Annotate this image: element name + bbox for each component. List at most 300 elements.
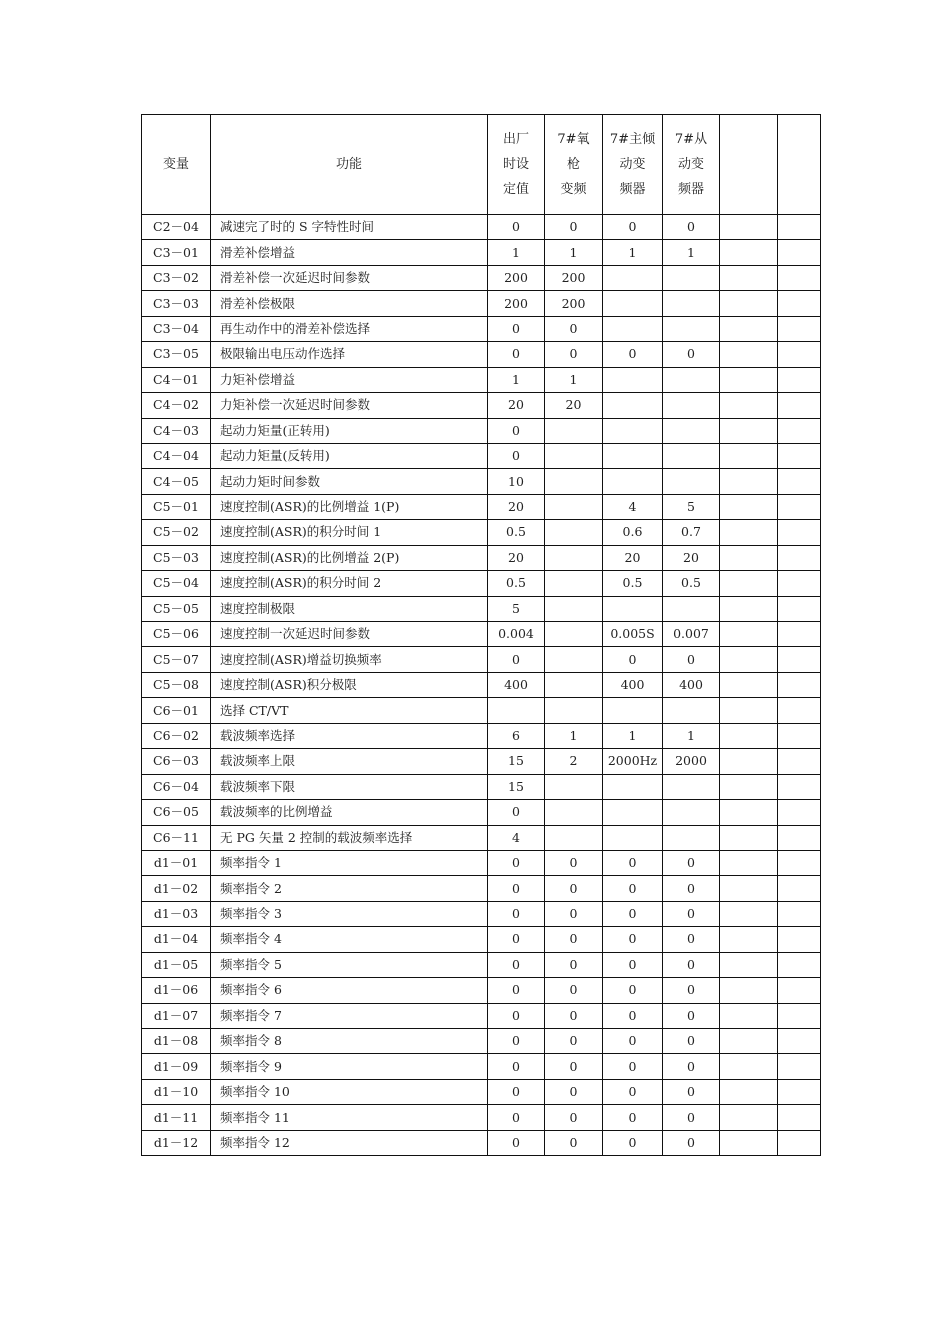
cell-extra-2	[778, 494, 821, 519]
cell-extra-2	[778, 215, 821, 240]
header-line: 出厂	[502, 132, 529, 147]
cell-oxygen-lance: 0	[545, 215, 603, 240]
cell-extra-1	[720, 240, 778, 265]
cell-slave-tilt: 0	[663, 901, 720, 926]
cell-extra-2	[778, 367, 821, 392]
cell-main-tilt: 0	[603, 647, 663, 672]
table-row	[142, 647, 821, 672]
table-row	[142, 876, 821, 901]
cell-factory-default: 0	[488, 901, 545, 926]
cell-function: 滑差补偿极限	[211, 291, 488, 316]
cell-extra-1	[720, 291, 778, 316]
cell-factory-default: 1	[488, 367, 545, 392]
cell-extra-1	[720, 215, 778, 240]
cell-slave-tilt	[663, 800, 720, 825]
cell-function: 频率指令 2	[211, 876, 488, 901]
header-line: 7#从	[674, 132, 708, 147]
cell-function: 速度控制极限	[211, 596, 488, 621]
cell-function: 速度控制(ASR)增益切换频率	[211, 647, 488, 672]
cell-extra-2	[778, 850, 821, 875]
header-extra-1	[720, 115, 778, 215]
cell-variable: d1－03	[142, 901, 211, 926]
cell-oxygen-lance: 0	[545, 1029, 603, 1054]
cell-extra-1	[720, 520, 778, 545]
table-row	[142, 1105, 821, 1130]
cell-function: 速度控制(ASR)的积分时间 2	[211, 571, 488, 596]
header-line: 动变	[619, 157, 646, 172]
cell-slave-tilt: 0	[663, 927, 720, 952]
header-slave-tilt-inverter	[663, 115, 720, 215]
cell-main-tilt: 0	[603, 215, 663, 240]
cell-function: 频率指令 12	[211, 1130, 488, 1155]
cell-function: 力矩补偿一次延迟时间参数	[211, 393, 488, 418]
cell-variable: d1－09	[142, 1054, 211, 1079]
cell-slave-tilt: 0	[663, 876, 720, 901]
cell-extra-2	[778, 647, 821, 672]
cell-extra-2	[778, 1003, 821, 1028]
cell-factory-default: 0	[488, 978, 545, 1003]
cell-slave-tilt: 0	[663, 1079, 720, 1104]
cell-function: 再生动作中的滑差补偿选择	[211, 316, 488, 341]
cell-extra-2	[778, 571, 821, 596]
cell-extra-1	[720, 1105, 778, 1130]
table-row	[142, 622, 821, 647]
cell-variable: C4－02	[142, 393, 211, 418]
cell-extra-1	[720, 927, 778, 952]
cell-extra-2	[778, 901, 821, 926]
cell-oxygen-lance: 20	[545, 393, 603, 418]
cell-factory-default: 0.5	[488, 571, 545, 596]
cell-extra-2	[778, 393, 821, 418]
cell-slave-tilt: 0	[663, 978, 720, 1003]
cell-factory-default: 1	[488, 240, 545, 265]
cell-variable: C5－08	[142, 672, 211, 697]
cell-factory-default: 0.5	[488, 520, 545, 545]
cell-main-tilt	[603, 774, 663, 799]
cell-main-tilt	[603, 393, 663, 418]
cell-function: 载波频率的比例增益	[211, 800, 488, 825]
header-function: 功能	[211, 115, 488, 215]
cell-extra-2	[778, 800, 821, 825]
cell-slave-tilt: 0	[663, 342, 720, 367]
table-row	[142, 418, 821, 443]
cell-extra-2	[778, 291, 821, 316]
header-main-tilt-inverter	[603, 115, 663, 215]
cell-factory-default: 0	[488, 1003, 545, 1028]
cell-slave-tilt: 0	[663, 215, 720, 240]
table-row	[142, 1054, 821, 1079]
cell-extra-1	[720, 1079, 778, 1104]
cell-function: 起动力矩量(反转用)	[211, 443, 488, 468]
cell-main-tilt	[603, 265, 663, 290]
cell-slave-tilt	[663, 316, 720, 341]
cell-oxygen-lance: 0	[545, 927, 603, 952]
cell-extra-2	[778, 316, 821, 341]
cell-extra-1	[720, 367, 778, 392]
cell-main-tilt	[603, 443, 663, 468]
cell-slave-tilt	[663, 698, 720, 723]
cell-oxygen-lance: 1	[545, 367, 603, 392]
cell-variable: C6－05	[142, 800, 211, 825]
header-oxygen-lance-inverter	[545, 115, 603, 215]
cell-extra-1	[720, 800, 778, 825]
cell-variable: C3－05	[142, 342, 211, 367]
table-row	[142, 1130, 821, 1155]
table-row	[142, 1079, 821, 1104]
cell-main-tilt: 0	[603, 901, 663, 926]
cell-oxygen-lance	[545, 520, 603, 545]
cell-extra-2	[778, 1130, 821, 1155]
table-row	[142, 850, 821, 875]
cell-variable: C6－11	[142, 825, 211, 850]
cell-variable: C6－04	[142, 774, 211, 799]
cell-function: 无 PG 矢量 2 控制的载波频率选择	[211, 825, 488, 850]
cell-oxygen-lance: 0	[545, 876, 603, 901]
cell-function: 载波频率选择	[211, 723, 488, 748]
cell-extra-1	[720, 901, 778, 926]
cell-main-tilt: 0	[603, 927, 663, 952]
table-row	[142, 774, 821, 799]
cell-extra-1	[720, 265, 778, 290]
cell-function: 起动力矩量(正转用)	[211, 418, 488, 443]
cell-variable: d1－05	[142, 952, 211, 977]
cell-factory-default	[488, 698, 545, 723]
table-row	[142, 265, 821, 290]
cell-factory-default: 0	[488, 1130, 545, 1155]
cell-variable: C4－01	[142, 367, 211, 392]
cell-factory-default: 400	[488, 672, 545, 697]
cell-variable: C6－03	[142, 749, 211, 774]
cell-oxygen-lance: 0	[545, 978, 603, 1003]
cell-oxygen-lance: 0	[545, 1130, 603, 1155]
cell-slave-tilt: 0	[663, 952, 720, 977]
cell-factory-default: 0	[488, 1054, 545, 1079]
cell-function: 频率指令 1	[211, 850, 488, 875]
cell-oxygen-lance: 0	[545, 1003, 603, 1028]
cell-function: 力矩补偿增益	[211, 367, 488, 392]
cell-extra-1	[720, 774, 778, 799]
cell-extra-1	[720, 494, 778, 519]
cell-slave-tilt: 0.5	[663, 571, 720, 596]
cell-variable: C6－02	[142, 723, 211, 748]
cell-extra-2	[778, 1105, 821, 1130]
cell-main-tilt: 0	[603, 1054, 663, 1079]
cell-variable: C5－07	[142, 647, 211, 672]
cell-extra-1	[720, 850, 778, 875]
cell-variable: C3－02	[142, 265, 211, 290]
cell-extra-1	[720, 672, 778, 697]
cell-slave-tilt	[663, 774, 720, 799]
cell-extra-1	[720, 443, 778, 468]
cell-extra-2	[778, 520, 821, 545]
cell-extra-2	[778, 469, 821, 494]
cell-extra-1	[720, 978, 778, 1003]
cell-oxygen-lance: 0	[545, 850, 603, 875]
cell-variable: C3－03	[142, 291, 211, 316]
cell-function: 频率指令 9	[211, 1054, 488, 1079]
cell-factory-default: 0	[488, 418, 545, 443]
cell-main-tilt	[603, 291, 663, 316]
table-row	[142, 596, 821, 621]
cell-oxygen-lance: 0	[545, 1105, 603, 1130]
cell-variable: C5－01	[142, 494, 211, 519]
cell-factory-default: 6	[488, 723, 545, 748]
cell-factory-default: 0	[488, 876, 545, 901]
table-row	[142, 1029, 821, 1054]
cell-variable: C5－05	[142, 596, 211, 621]
cell-oxygen-lance: 0	[545, 952, 603, 977]
cell-main-tilt	[603, 367, 663, 392]
cell-extra-2	[778, 1029, 821, 1054]
cell-factory-default: 15	[488, 749, 545, 774]
cell-function: 速度控制(ASR)积分极限	[211, 672, 488, 697]
cell-main-tilt: 0	[603, 1029, 663, 1054]
header-line: 频器	[677, 182, 704, 197]
cell-main-tilt: 0	[603, 1079, 663, 1104]
table-row	[142, 825, 821, 850]
cell-variable: C2－04	[142, 215, 211, 240]
cell-variable: C4－04	[142, 443, 211, 468]
cell-extra-2	[778, 1054, 821, 1079]
table-row	[142, 316, 821, 341]
cell-slave-tilt	[663, 265, 720, 290]
cell-variable: C5－03	[142, 545, 211, 570]
cell-factory-default: 0.004	[488, 622, 545, 647]
header-line: 枪	[566, 157, 580, 172]
cell-factory-default: 0	[488, 850, 545, 875]
cell-variable: d1－06	[142, 978, 211, 1003]
cell-main-tilt: 0	[603, 1105, 663, 1130]
cell-function: 频率指令 3	[211, 901, 488, 926]
cell-function: 频率指令 6	[211, 978, 488, 1003]
cell-extra-2	[778, 240, 821, 265]
cell-extra-1	[720, 1054, 778, 1079]
cell-function: 频率指令 10	[211, 1079, 488, 1104]
cell-extra-1	[720, 469, 778, 494]
cell-factory-default: 0	[488, 1029, 545, 1054]
cell-function: 频率指令 8	[211, 1029, 488, 1054]
cell-factory-default: 0	[488, 800, 545, 825]
cell-main-tilt: 0	[603, 850, 663, 875]
cell-main-tilt: 1	[603, 240, 663, 265]
cell-factory-default: 0	[488, 215, 545, 240]
cell-extra-1	[720, 825, 778, 850]
cell-slave-tilt: 0	[663, 1003, 720, 1028]
cell-slave-tilt: 0	[663, 1029, 720, 1054]
cell-slave-tilt	[663, 825, 720, 850]
cell-variable: C5－06	[142, 622, 211, 647]
cell-slave-tilt: 0	[663, 850, 720, 875]
cell-slave-tilt: 5	[663, 494, 720, 519]
cell-main-tilt: 0	[603, 978, 663, 1003]
cell-main-tilt: 2000Hz	[603, 749, 663, 774]
header-extra-2	[778, 115, 821, 215]
cell-main-tilt: 0	[603, 1003, 663, 1028]
cell-oxygen-lance	[545, 443, 603, 468]
cell-slave-tilt: 20	[663, 545, 720, 570]
cell-function: 选择 CT/VT	[211, 698, 488, 723]
cell-main-tilt	[603, 596, 663, 621]
cell-extra-2	[778, 622, 821, 647]
cell-main-tilt: 0.6	[603, 520, 663, 545]
cell-variable: d1－12	[142, 1130, 211, 1155]
cell-main-tilt: 4	[603, 494, 663, 519]
cell-function: 速度控制(ASR)的积分时间 1	[211, 520, 488, 545]
table-row	[142, 367, 821, 392]
cell-function: 频率指令 11	[211, 1105, 488, 1130]
cell-slave-tilt: 1	[663, 240, 720, 265]
cell-variable: d1－11	[142, 1105, 211, 1130]
header-line: 7#氧	[557, 132, 590, 147]
table-row	[142, 443, 821, 468]
cell-factory-default: 0	[488, 1079, 545, 1104]
cell-factory-default: 0	[488, 316, 545, 341]
header-variable: 变量	[142, 115, 211, 215]
cell-slave-tilt: 0.7	[663, 520, 720, 545]
cell-main-tilt: 400	[603, 672, 663, 697]
cell-factory-default: 0	[488, 647, 545, 672]
cell-extra-2	[778, 876, 821, 901]
cell-slave-tilt: 400	[663, 672, 720, 697]
cell-extra-2	[778, 698, 821, 723]
cell-main-tilt	[603, 469, 663, 494]
cell-variable: d1－01	[142, 850, 211, 875]
cell-variable: C4－03	[142, 418, 211, 443]
cell-oxygen-lance: 2	[545, 749, 603, 774]
cell-variable: C5－02	[142, 520, 211, 545]
table-row	[142, 215, 821, 240]
cell-extra-1	[720, 545, 778, 570]
cell-oxygen-lance: 0	[545, 901, 603, 926]
cell-oxygen-lance	[545, 647, 603, 672]
cell-variable: d1－10	[142, 1079, 211, 1104]
table-row	[142, 494, 821, 519]
table-row	[142, 571, 821, 596]
cell-oxygen-lance	[545, 545, 603, 570]
cell-slave-tilt	[663, 443, 720, 468]
cell-oxygen-lance	[545, 698, 603, 723]
cell-slave-tilt: 1	[663, 723, 720, 748]
cell-factory-default: 20	[488, 393, 545, 418]
cell-extra-1	[720, 342, 778, 367]
cell-oxygen-lance	[545, 622, 603, 647]
cell-oxygen-lance: 1	[545, 723, 603, 748]
cell-oxygen-lance	[545, 494, 603, 519]
cell-slave-tilt: 0	[663, 1054, 720, 1079]
cell-main-tilt: 0.005S	[603, 622, 663, 647]
cell-function: 减速完了时的 S 字特性时间	[211, 215, 488, 240]
cell-variable: d1－08	[142, 1029, 211, 1054]
cell-factory-default: 0	[488, 952, 545, 977]
table-row	[142, 978, 821, 1003]
cell-variable: C5－04	[142, 571, 211, 596]
cell-extra-1	[720, 647, 778, 672]
table-row	[142, 723, 821, 748]
cell-extra-1	[720, 723, 778, 748]
cell-variable: d1－04	[142, 927, 211, 952]
table-row	[142, 393, 821, 418]
cell-extra-1	[720, 571, 778, 596]
cell-function: 速度控制(ASR)的比例增益 1(P)	[211, 494, 488, 519]
cell-extra-2	[778, 672, 821, 697]
cell-extra-1	[720, 952, 778, 977]
cell-extra-2	[778, 978, 821, 1003]
parameter-table	[141, 114, 821, 1156]
cell-extra-2	[778, 545, 821, 570]
cell-main-tilt: 0	[603, 952, 663, 977]
header-line: 7#主倾	[609, 132, 656, 147]
table-row	[142, 469, 821, 494]
cell-slave-tilt	[663, 596, 720, 621]
table-row	[142, 342, 821, 367]
cell-extra-2	[778, 927, 821, 952]
table-row	[142, 749, 821, 774]
cell-factory-default: 0	[488, 1105, 545, 1130]
cell-main-tilt: 20	[603, 545, 663, 570]
cell-function: 频率指令 5	[211, 952, 488, 977]
cell-variable: C6－01	[142, 698, 211, 723]
cell-slave-tilt: 0	[663, 1105, 720, 1130]
cell-main-tilt	[603, 316, 663, 341]
cell-extra-1	[720, 1029, 778, 1054]
cell-extra-2	[778, 265, 821, 290]
cell-extra-1	[720, 1003, 778, 1028]
table-row	[142, 800, 821, 825]
cell-main-tilt	[603, 825, 663, 850]
table-row	[142, 545, 821, 570]
cell-extra-1	[720, 1130, 778, 1155]
table-row	[142, 952, 821, 977]
cell-extra-1	[720, 698, 778, 723]
cell-function: 滑差补偿一次延迟时间参数	[211, 265, 488, 290]
cell-slave-tilt	[663, 393, 720, 418]
cell-extra-2	[778, 1079, 821, 1104]
cell-factory-default: 0	[488, 443, 545, 468]
cell-factory-default: 15	[488, 774, 545, 799]
table-row	[142, 672, 821, 697]
cell-main-tilt: 0	[603, 876, 663, 901]
cell-oxygen-lance	[545, 596, 603, 621]
cell-extra-1	[720, 393, 778, 418]
cell-slave-tilt: 2000	[663, 749, 720, 774]
cell-oxygen-lance	[545, 571, 603, 596]
cell-extra-1	[720, 876, 778, 901]
cell-extra-1	[720, 596, 778, 621]
cell-oxygen-lance	[545, 774, 603, 799]
cell-variable: C3－04	[142, 316, 211, 341]
cell-oxygen-lance	[545, 469, 603, 494]
cell-extra-2	[778, 774, 821, 799]
header-line: 频器	[619, 182, 646, 197]
header-line: 动变	[677, 157, 704, 172]
cell-factory-default: 200	[488, 265, 545, 290]
cell-extra-2	[778, 596, 821, 621]
cell-extra-2	[778, 749, 821, 774]
cell-extra-2	[778, 723, 821, 748]
cell-oxygen-lance	[545, 672, 603, 697]
cell-extra-1	[720, 316, 778, 341]
cell-oxygen-lance: 0	[545, 1054, 603, 1079]
cell-slave-tilt: 0	[663, 647, 720, 672]
cell-function: 频率指令 7	[211, 1003, 488, 1028]
cell-factory-default: 0	[488, 927, 545, 952]
header-factory-default	[488, 115, 545, 215]
cell-oxygen-lance: 200	[545, 265, 603, 290]
table-row	[142, 240, 821, 265]
cell-function: 速度控制(ASR)的比例增益 2(P)	[211, 545, 488, 570]
cell-oxygen-lance: 1	[545, 240, 603, 265]
cell-extra-2	[778, 825, 821, 850]
